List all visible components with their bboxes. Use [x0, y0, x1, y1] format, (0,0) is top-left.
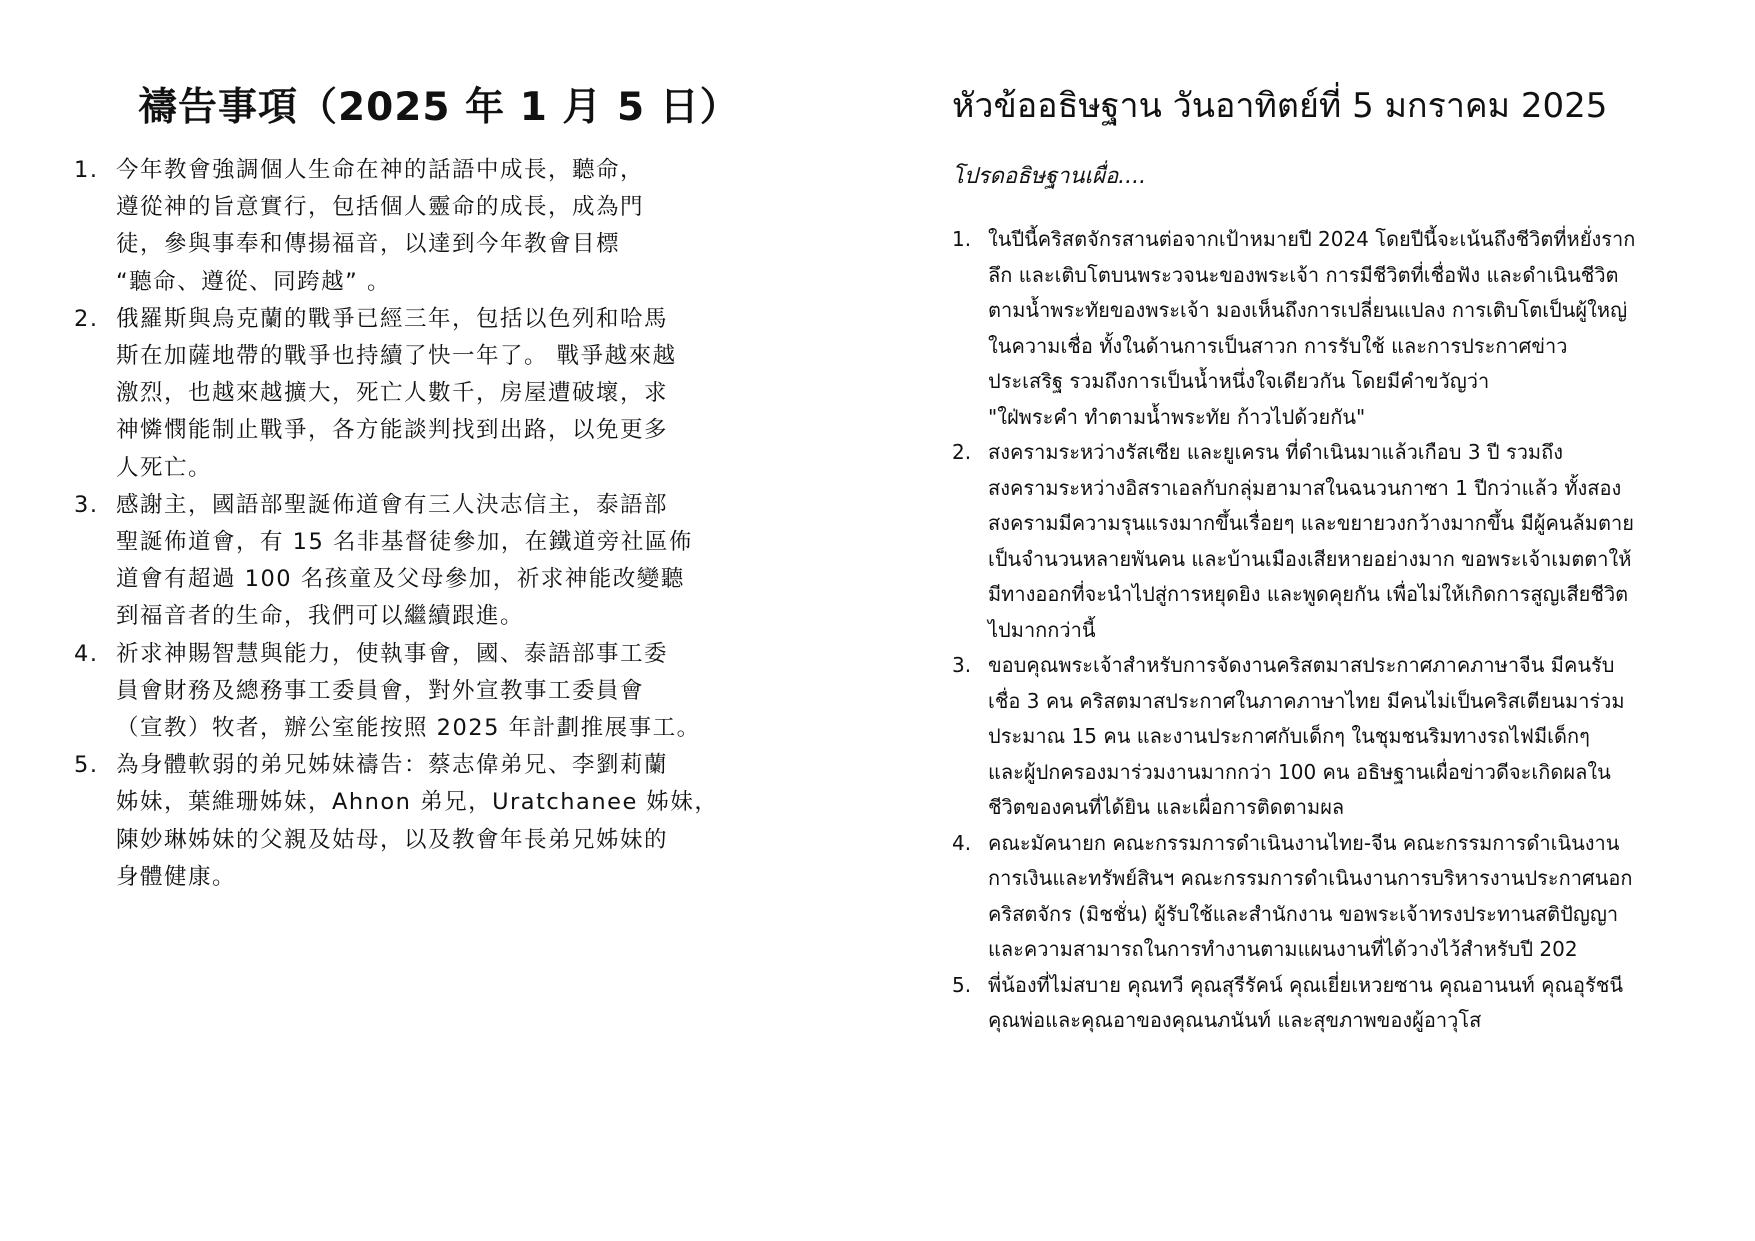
- item-text-line: 神憐憫能制止戰爭，各方能談判找到出路，以免更多: [116, 417, 669, 444]
- prayer-item: [952, 968, 1712, 1039]
- item-text-line: ลึก และเติบโตบนพระวจนะของพระเจ้า การมีชีวิตที่เชื่อฟัง และดำเนินชีวิต: [988, 262, 1619, 287]
- item-number: 4.: [74, 640, 99, 667]
- chinese-title: 禱告事項（2025 年 1 月 5 日）: [138, 85, 740, 130]
- item-text-line: 陳妙琳姊妹的父親及姑母，以及教會年長弟兄姊妹的: [116, 826, 669, 853]
- item-text-line: 員會財務及總務事工委員會，對外宣教事工委員會: [116, 677, 645, 704]
- item-text-line: 道會有超過 100 名孩童及父母參加，祈求神能改變聽: [116, 566, 685, 593]
- item-text-line: 遵從神的旨意實行，包括個人靈命的成長，成為門: [116, 194, 645, 221]
- prayer-item: [74, 747, 814, 896]
- chinese-prayer-list: [74, 152, 814, 896]
- item-text-line: สงครามระหว่างอิสราเอลกับกลุ่มฮามาสในฉนวนกาซา 1 ปีกว่าแล้ว ทั้งสอง: [988, 475, 1622, 500]
- item-number: 2.: [74, 305, 99, 332]
- item-number: 5.: [74, 752, 99, 779]
- item-text-line: สงครามมีความรุนแรงมากขึ้นเรื่อยๆ และขยายวงกว้างมากขึ้น มีผู้คนล้มตาย: [988, 511, 1634, 535]
- item-number: 3.: [74, 491, 99, 518]
- prayer-item: [74, 152, 814, 301]
- prayer-item: [952, 826, 1712, 968]
- item-text-line: 激烈，也越來越擴大，死亡人數千，房屋遭破壞，求: [116, 380, 669, 407]
- item-text-line: เชื่อ 3 คน คริสตมาสประกาศในภาคภาษาไทย มีคนไม่เป็นคริสเตียนมาร่วม: [988, 688, 1625, 713]
- item-number: 3.: [952, 653, 972, 677]
- item-text-line: ขอบคุณพระเจ้าสำหรับการจัดงานคริสตมาสประกาศภาคภาษาจีน มีคนรับ: [988, 653, 1615, 677]
- item-text-line: 人死亡。: [116, 454, 213, 481]
- item-text-line: และผู้ปกครองมาร่วมงานมากกว่า 100 คน อธิษฐานเผื่อข่าวดีจะเกิดผลใน: [988, 759, 1611, 784]
- prayer-item: [952, 435, 1712, 648]
- item-text-line: คริสตจักร (มิชชั่น) ผู้รับใช้และสำนักงาน ขอพระเจ้าทรงประทานสติปัญญา: [988, 901, 1619, 926]
- item-text-line: 感謝主，國語部聖誕佈道會有三人決志信主，泰語部: [116, 491, 669, 518]
- prayer-item: [74, 636, 814, 748]
- item-text-line: คุณพ่อและคุณอาของคุณนภนันท์ และสุขภาพของผู้อาวุโส: [988, 1008, 1482, 1032]
- thai-prayer-list: [952, 222, 1712, 1039]
- item-text-line: ชีวิตของคนที่ได้ยิน และเผื่อการติดตามผล: [988, 795, 1345, 819]
- item-text-line: 姊妹，葉維珊姊妹，Ahnon 弟兄，Uratchanee 姊妹，: [116, 789, 719, 816]
- item-number: 2.: [952, 440, 972, 464]
- item-text-line: ในความเชื่อ ทั้งในด้านการเป็นสาวก การรับใช้ และการประกาศข่าว: [988, 333, 1568, 358]
- item-text-line: เป็นจำนวนหลายพันคน และบ้านเมืองเสียหายอย่างมาก ขอพระเจ้าเมตตาให้: [988, 546, 1632, 571]
- prayer-item: [952, 648, 1712, 826]
- item-number: 1.: [952, 227, 972, 251]
- item-text-line: （宣教）牧者，辦公室能按照 2025 年計劃推展事工。: [116, 715, 701, 742]
- item-text-line: และความสามารถในการทำงานตามแผนงานที่ได้วางไว้สำหรับปี 202: [988, 937, 1578, 961]
- item-number: 5.: [952, 972, 972, 997]
- thai-title: หัวข้ออธิษฐาน วันอาทิตย์ที่ 5 มกราคม 2025: [952, 86, 1608, 126]
- item-text-line: การเงินและทรัพย์สินฯ คณะกรรมการดำเนินงานการบริหารงานประกาศนอก: [988, 866, 1633, 890]
- item-text-line: คณะมัคนายก คณะกรรมการดำเนินงานไทย-จีน คณะกรรมการดำเนินงาน: [988, 830, 1620, 855]
- item-text-line: ตามน้ำพระทัยของพระเจ้า มองเห็นถึงการเปลี่ยนแปลง การเติบโตเป็นผู้ใหญ่: [988, 298, 1628, 322]
- prayer-item: [74, 301, 814, 487]
- chinese-prayer-page: [0, 0, 877, 1241]
- item-text-line: มีทางออกที่จะนำไปสู่การหยุดยิง และพูดคุยกัน เพื่อไม่ให้เกิดการสูญเสียชีวิต: [988, 582, 1629, 606]
- item-number: 4.: [952, 830, 972, 855]
- prayer-item: [74, 487, 814, 636]
- item-text-line: 身體健康。: [116, 863, 237, 890]
- thai-intro: โปรดอธิษฐานเผื่อ....: [952, 164, 1147, 189]
- item-text-line: ในปีนี้คริสตจักรสานต่อจากเป้าหมายปี 2024 โดยปีนี้จะเน้นถึงชีวิตที่หยั่งราก: [988, 227, 1636, 251]
- item-text-line: 聖誕佈道會，有 15 名非基督徒參加，在鐵道旁社區佈: [116, 529, 693, 556]
- item-text-line: พี่น้องที่ไม่สบาย คุณทวี คุณสุรีรัคน์ คุณเยี่ยเหวยซาน คุณอานนท์ คุณอุรัชนี: [988, 972, 1624, 997]
- item-text-line: “聽命、遵從、同跨越” 。: [116, 268, 391, 295]
- item-text-line: ประมาณ 15 คน และงานประกาศกับเด็กๆ ในชุมชนริมทางรถไฟมีเด็กๆ: [988, 724, 1590, 748]
- item-text-line: "ใฝ่พระคำ ทำตามน้ำพระทัย ก้าวไปด้วยกัน": [988, 404, 1366, 429]
- item-text-line: 今年教會強調個人生命在神的話語中成長，聽命，: [116, 157, 645, 183]
- prayer-item: [952, 222, 1712, 435]
- item-text-line: ไปมากกว่านี้: [988, 617, 1096, 642]
- item-text-line: ประเสริฐ รวมถึงการเป็นน้ำหนึ่งใจเดียวกัน โดยมีคำขวัญว่า: [988, 369, 1490, 393]
- item-text-line: 為身體軟弱的弟兄姊妹禱告：蔡志偉弟兄、李劉莉蘭: [116, 752, 669, 779]
- item-number: 1.: [74, 157, 99, 183]
- item-text-line: 俄羅斯與烏克蘭的戰爭已經三年，包括以色列和哈馬: [116, 305, 669, 332]
- item-text-line: 祈求神賜智慧與能力，使執事會，國、泰語部事工委: [116, 640, 669, 667]
- item-text-line: 到福音者的生命，我們可以繼續跟進。: [116, 603, 525, 630]
- item-text-line: 徒，參與事奉和傳揚福音，以達到今年教會目標: [116, 231, 621, 258]
- item-text-line: สงครามระหว่างรัสเซีย และยูเครน ที่ดำเนินมาแล้วเกือบ 3 ปี รวมถึง: [988, 440, 1563, 464]
- item-text-line: 斯在加薩地帶的戰爭也持續了快一年了。 戰爭越來越: [116, 343, 677, 370]
